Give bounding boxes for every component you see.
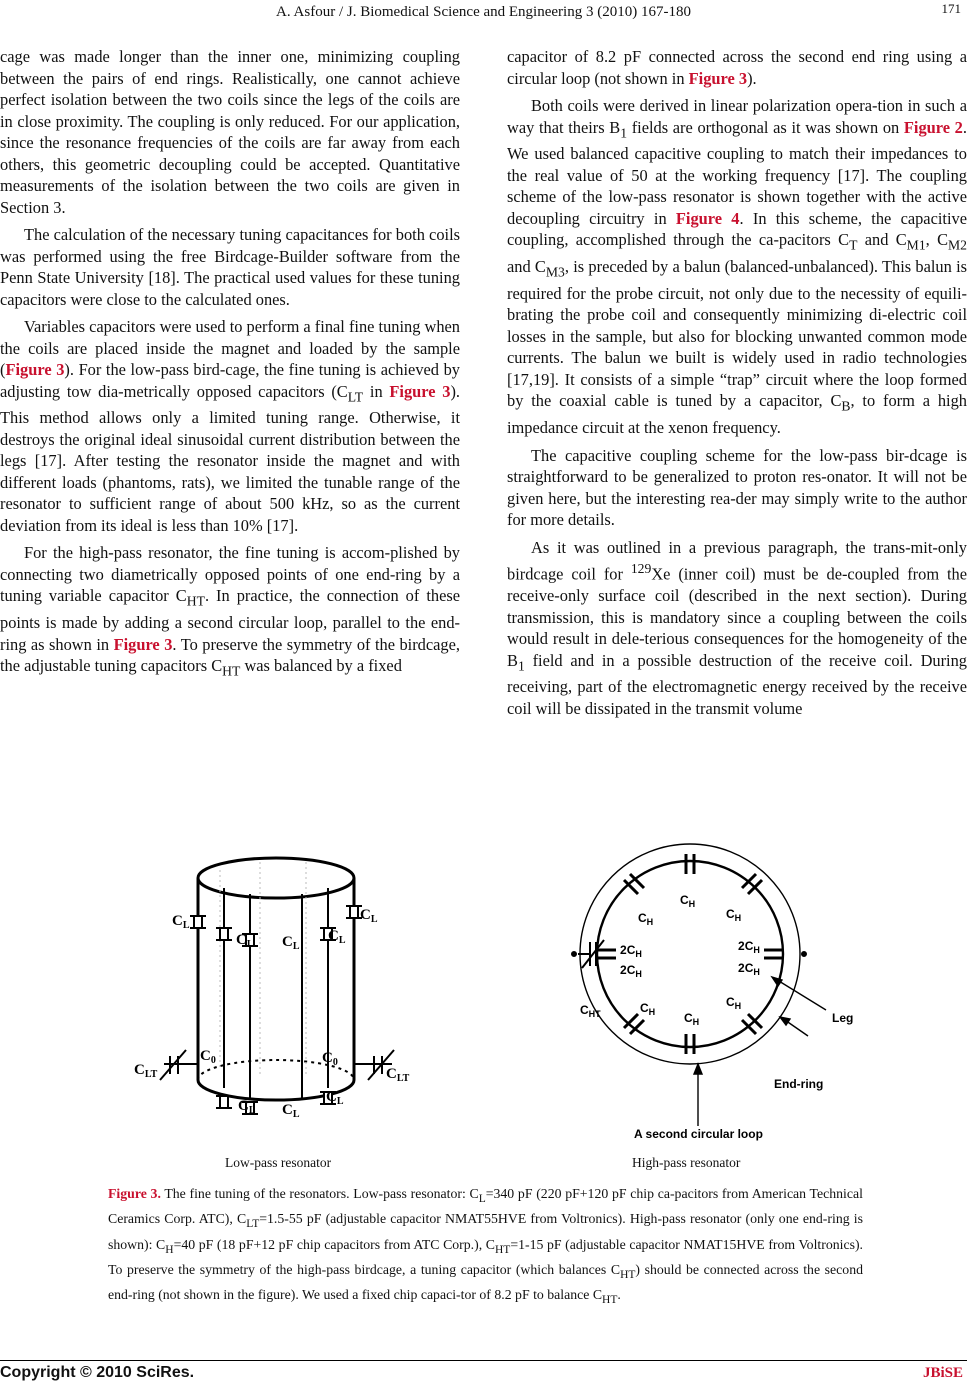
svg-text:CL: $C_L$ [282, 934, 300, 952]
cap-label-clt: C [134, 1062, 145, 1078]
cap-label-c0: C [322, 1050, 333, 1066]
svg-text:CL: $C_L$ [328, 928, 346, 946]
svg-text:C0: $C_0$ [200, 1048, 216, 1066]
svg-text:CL: $C_L$ [326, 1089, 344, 1107]
lowpass-resonator-diagram [120, 848, 450, 1148]
cap-label-2ch: 2 [620, 943, 627, 957]
cap-label-cl: C [238, 1098, 249, 1114]
svg-text:CL: $C_L$ [172, 913, 190, 931]
svg-text:CL: $C_L$ [236, 932, 254, 950]
lowpass-subcaption: Low-pass resonator [225, 1155, 332, 1170]
cap-label-2ch: 2 [738, 961, 745, 975]
paragraph: As it was outlined in a previous paragraph, the trans-mit-only birdcage coil for $^{129}$Xe (inner coil) must be de-coupled from the receive-only surface coil (described in the next section). During transmission, this is mandatory since a coupling between the coils would result in dele-terious consequences for the homogeneity of the $B_1$ field and in a possible destruction of the receive coil. During receiving, part of the electromagnetic energy received by the receive coil will be dissipated in the transmit volume [507, 537, 967, 718]
svg-text:CH: $C_H$ [726, 907, 742, 923]
page-footer [0, 1364, 967, 1387]
svg-text:CH: $C_H$ [684, 1011, 700, 1027]
cap-label-cl: C [236, 932, 247, 948]
cap-label-ch: C [638, 911, 647, 925]
svg-text:CL: $C_L$ [238, 1098, 256, 1116]
journal-name: JBiSE [922, 1365, 963, 1381]
cap-label-ch: C [680, 893, 689, 907]
cap-label-ch: C [726, 995, 735, 1009]
page-number: 171 [941, 1, 961, 16]
figure-link[interactable]: Figure 4 [675, 208, 740, 228]
svg-text:CL: $C_L$ [360, 907, 378, 925]
copyright-notice: Copyright © 2010 SciRes. [0, 1364, 195, 1381]
cap-label-cl: C [328, 928, 339, 944]
figure-link[interactable]: Figure 3 [113, 634, 173, 654]
caption-label: Figure 3. [108, 1186, 161, 1201]
cap-label-cht: C [580, 1003, 589, 1017]
figure-link[interactable]: Figure 2 [903, 117, 963, 137]
cap-label-ch: C [684, 1011, 693, 1025]
cap-label-2ch: 2 [738, 939, 745, 953]
cap-label-cl: C [326, 1089, 337, 1105]
svg-text:CL: $C_L$ [282, 1102, 300, 1120]
footer-rule [0, 1360, 967, 1361]
svg-text:2CH: $2C_H$ [620, 963, 642, 979]
figure-link[interactable]: Figure 3 [389, 381, 451, 401]
end-ring-label: End-ring [774, 1077, 824, 1091]
second-loop-label: A second circular loop [634, 1127, 763, 1141]
svg-text:CLT: $C_{LT}$ [386, 1066, 410, 1084]
figure-caption: Figure 3. The fine tuning of the resonators. Low-pass resonator: $C_L=340$ pF (220 pF+120 pF chip ca-pacitors from American Technical Ceramics Corp. ATC), $C_{LT}=1.5-55$ pF (adjustable capacitor NMAT55HVE from Voltronics). High-pass resonator (only one end-ring is shown): $C_H=40$ pF (18 pF+12 pF chip capacitors from ATC Corp.), $C_{HT}=1-15$ pF (adjustable capacitor NMAT15HVE from Voltronics). To preserve the symmetry of the high-pass birdcage, a tuning capacitor (which balances $C_{HT}$) should be connected across the second end-ring (not shown in the figure). We used a fixed chip capaci-tor of 8.2 pF to balance $C_{HT}$. [108, 1186, 864, 1306]
svg-text:CH: $C_H$ [638, 911, 654, 927]
cap-label-clt: C [386, 1066, 397, 1082]
cap-label-cl: C [360, 907, 371, 923]
cap-label-cl: C [282, 1102, 293, 1118]
paragraph: The calculation of the necessary tuning capacitances for both coils was performed using the free Birdcage-Builder software from the Penn State University [18]. The practical used values for these tuning capacitors were close to the calculated ones. [0, 225, 460, 309]
svg-text:CHT: $C_{HT}$ [580, 1003, 601, 1019]
paragraph: The capacitive coupling scheme for the low-pass bir-dcage is straightforward to be generalized to proton res-onator. It will not be given here, but the interesting rea-der may simply write to the author for more details. [507, 445, 967, 530]
right-column [507, 46, 967, 725]
svg-text:CH: $C_H$ [640, 1001, 656, 1017]
svg-text:CH: $C_H$ [680, 893, 696, 909]
svg-text:CH: $C_H$ [726, 995, 742, 1011]
svg-text:CLT: $C_{LT}$ [134, 1062, 158, 1080]
svg-text:2CH: $2C_H$ [738, 961, 760, 977]
svg-text:2CH: $2C_H$ [620, 943, 642, 959]
left-column [0, 46, 460, 688]
leg-label: Leg [832, 1011, 854, 1025]
figure-link[interactable]: Figure 3 [688, 68, 748, 88]
paragraph: For the high-pass resonator, the fine tuning is accom-plished by connecting two diametrically opposed points of one end-ring by a tuning variable capacitor $C_{HT}$. In practice, the connection of these points is made by adding a second circular loop, parallel to the end-ring as shown in Figure 3. To preserve the symmetry of the birdcage, the adjustable tuning capacitors $C_{HT}$ was balanced by a fixed [0, 543, 461, 679]
highpass-subcaption: High-pass resonator [632, 1155, 741, 1170]
page-header [0, 0, 967, 24]
cap-label-2ch: 2 [620, 963, 627, 977]
paragraph: Variables capacitors were used to perform a final fine tuning when the coils are placed inside the magnet and loaded by the sample (Figure 3). For the low-pass bird-cage, the fine tuning is achieved by adjusting tow dia-metrically opposed capacitors ($C_{LT}$ in Figure 3). This method allows only a limited tuning range. Otherwise, it destroys the original ideal sinusoidal current distribution between the legs [17]. After testing the resonator inside the magnet and with different loads (phantoms, rats), we limited the tunable range of the resonator to sufficient range of about 500 kHz, so as the current deviation from its ideal is less than 10% [17]. [0, 317, 461, 535]
paragraph: Both coils were derived in linear polarization opera-tion in such a way that theirs $B_1$ fields are orthogonal as it was shown on Figure 2. We used balanced capacitive coupling to match their impedances to the real value of 50 at the working frequency [17]. The coupling scheme of the low-pass resonator is shown together with the active decoupling circuitry in Figure 4. In this scheme, the capacitive coupling, accomplished through the ca-pacitors $C_T$ and $C_{M1}$, $C_{M2}$ and $C_{M3}$, is preceded by a balun (balanced-unbalanced). This balun is required for the probe circuit, not only due to the necessity of equili-brating the probe coil and consequently minimizing di-electric coil losses in the sample, but also for blocking unwanted common mode currents. The balun we built is widely used in radio technologies [17,19]. It consists of a simple “trap” circuit where the loop formed by the coaxial cable is tuned by a capacitor, $C_B$, to form a high impedance circuit at the xenon frequency. [507, 96, 967, 438]
paragraph: cage was made longer than the inner one, minimizing coupling between the pairs of end rings. Realistically, one cannot achieve perfect isolation between the two coils since the legs of the coils are in close proximity. The coupling is only reduced. For our application, since the resonance frequencies of the coils are far away from each others, this geometric decoupling could be accepted. Quantitative measurements of the isolation between the two coils are given in Section 3. [0, 47, 460, 217]
cap-label-cl: C [282, 934, 293, 950]
figure-link[interactable]: Figure 3 [5, 360, 65, 379]
cap-label-c0: C [200, 1048, 211, 1064]
cap-label-cl: C [172, 913, 183, 929]
paragraph: capacitor of 8.2 pF connected across the second end ring using a circular loop (not shown in Figure 3). [507, 47, 967, 88]
svg-text:2CH: $2C_H$ [738, 939, 760, 955]
svg-text:C0: $C_0$ [322, 1050, 338, 1068]
cap-label-ch: C [726, 907, 735, 921]
highpass-resonator-diagram [560, 838, 860, 1144]
running-title: A. Asfour / J. Biomedical Science and Engineering 3 (2010) 167-180 [276, 4, 691, 20]
cap-label-ch: C [640, 1001, 649, 1015]
